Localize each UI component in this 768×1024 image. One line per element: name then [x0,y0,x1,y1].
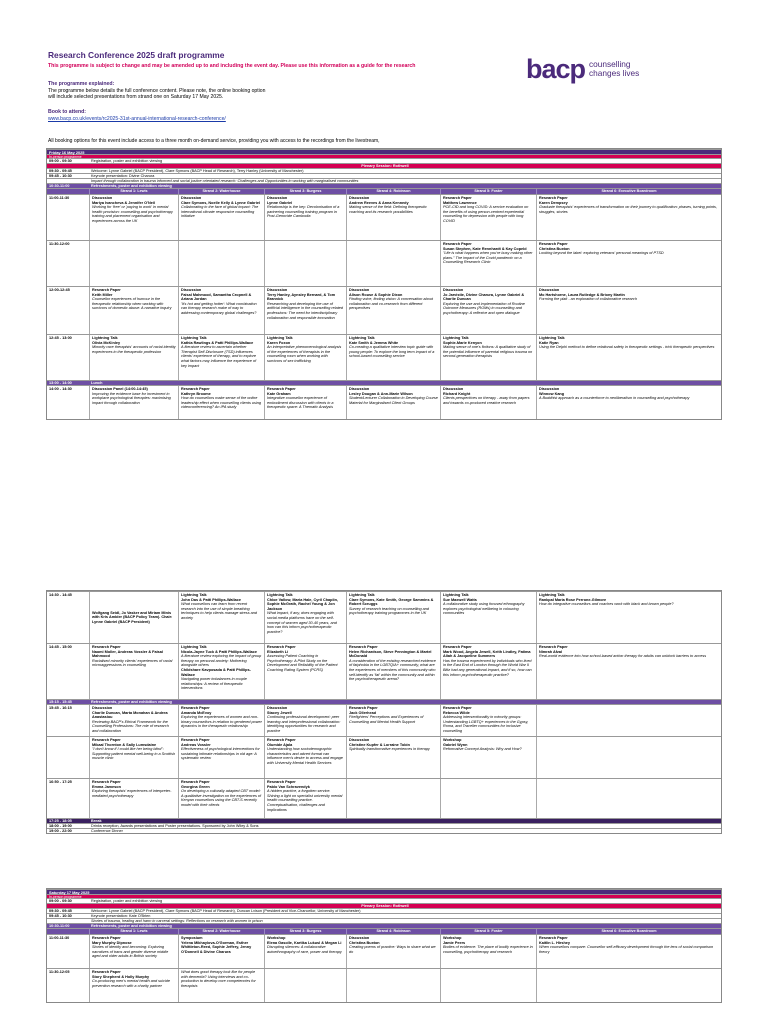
session-time: 11:30-12:05 [49,970,70,975]
session-cell: Research Paper Georgina Green On developing a culturally adapted CBT model: A qualitative investigation on the experiences of Kenyan counsellors using the CBT-S recently model with their clients [178,779,264,818]
session-cell: Lightning Talk Kate Smith & Jemma White Co-creating a qualitative interview topic guide with young people: To explore the long term impact of a school-based counselling service [346,335,440,380]
session-cell: Research Paper Nimrah Afzal Real-world evidence into how school-based action therapy for adults can unblock barriers to access [536,644,721,699]
session-cell: Research Paper Andreas Vossler Effectiveness of psychological interventions for sustaining intimate relationships in old age: A systematic review [178,737,264,778]
logo-tagline-line-2: changes lives [589,68,640,78]
session-cell: Discussion Charlie Duncan, Marta Monahan & Andrea Anastasiou Reviewing BACP's Ethical Framework for the Counselling Professions: The role of research and collaboration [89,705,178,736]
change-warning: This programme is subject to change and may be amended up to and including the event day. Please use this information as a guide for the research [48,63,416,69]
session-cell: Research Paper Kaitlin L. Hirshey When counsellors compare: Counsellor self-efficacy development through the lens of social comparison theory [536,935,721,968]
session-cell-empty [264,969,346,1002]
day-heading: Friday 16 May 2025 [47,149,721,154]
session-cell: Wolfgang Seidl, Jo Vasker and Miriam Minis with Kris Ambler (BACP Policy Team). Chair: Lynne Gabriel (BACP President) [89,592,178,643]
programme-table-day1 [46,148,722,420]
session-cell: Research Paper Emma Jameson Exploring therapists' experiences of interpreter-mediated psychotherapy [89,779,178,818]
day-heading: Saturday 17 May 2025 [47,889,721,894]
session-row [47,385,721,419]
session-row [47,643,721,699]
session-cell: Discussion Mo Hartshorne, Laura Rutledge & Briony Martin Forming the plait - an exploration of collaborative research [536,287,721,334]
strand-header: Strand 1: Lewis [89,189,178,195]
session-cell: What does good therapy look like for people with dementia? Using interviews and co-production to develop core competencies for therapists [178,969,264,1002]
session-cell-empty [89,241,178,286]
strand-header: Strand 4: Robinson [346,189,440,195]
session-cell: Discussion Mariya Ivancheva & Jennifer O'Neil Working for 'free' or 'paying to work' in mental health provision: counselling and psychotherapy training and placement organisation and experiences across the UK [89,195,178,240]
row-time: 09:45 - 10:30 [49,913,72,918]
row-time: 10:30-11:00 [49,183,70,188]
session-cell-empty [264,241,346,286]
session-cell: Lightning Talk Karen Foxon An interpretative phenomenological analysis of the experiences of therapists in the counselling room when working with survivors of sex trafficking [264,335,346,380]
session-cell: Discussion Lesley Dougan & Ann-Marie Wilson Student/Lecturer Collaboration in Developing Course Material for Marginalised Client Groups [346,386,440,419]
session-cell-empty [346,241,440,286]
session-cell-empty [440,779,536,818]
session-cell-empty [346,779,440,818]
document-header [48,50,528,122]
session-time: 11:00-11:30 [49,936,70,941]
session-cell: Research Paper Karen Dempsey Graduate therapists' experiences of transformation on their journey to qualification: phases, turning points, struggles, stories [536,195,721,240]
session-cell: Research Paper Olumide Ajala Understanding how sociodemographic characteristics and advert format can influence men's desire to access and engage with University Mental Health Services [264,737,346,778]
keynote-subtitle: Stories of trauma, healing and harm in carceral settings: Reflections on research with women in prison [47,918,721,923]
session-cell: Research Paper Jack Ollerhead Firefighters' Perceptions and Experiences of Counselling and Mental Health Support [346,705,440,736]
strand-header: Strand 6: Executive Boardroom [536,929,721,935]
row-text: Refreshments, poster and exhibition viewing [91,923,172,928]
schedule-row [47,828,721,833]
row-time: 09:30 - 09:45 [49,168,72,173]
row-time: 09:00 - 09:30 [49,899,72,903]
session-row [47,240,721,286]
session-cell: Lightning Talk Nicola-Jayne Tuck & Patti Phillips-Wallace A literature review exploring the impact of group therapy on personal anxiety: Mothering alongside others Childshare Kavposada & Patti Phillips-Wallace Navigating power imbalances in couple relationships: A review of therapeutic interventions [178,644,264,699]
row-time: 09:45 - 10:30 [49,173,72,178]
session-cell: Research Paper Pablo Van Schravendyk A hidden practice, a forgotten service. Shining a light on specialist university mental health counselling practice. Conceptualisation, challenges and implications [264,779,346,818]
book-heading: Book to attend: [48,108,87,115]
row-time: 09:30 - 09:45 [49,908,72,913]
strand-header: Strand 5: Foster [440,189,536,195]
row-time: 15:15 - 15:45 [49,700,72,704]
keynote-subtitle: Impact through collaboration in trauma informed and social justice orientated research: Challenges and Opportunities in working with marginalised communities [47,178,721,183]
session-cell: Research Paper Susan Stephen, Kate Rennhardt & Kay Copeld "Life is what happens when you're busy making other plans." The impact of the Covid pandemic on a Counselling Research Clinic [440,241,536,286]
session-cell: Discussion Faisal Mahmood, Samantha Cropnell & Ariana Jordan 'It's hot and getting hotter': What combination can therapy research make of way to addressing contemporary global challenges? [178,287,264,334]
row-time: 18:00 - 19:00 [49,823,72,828]
logo-tagline [589,60,639,78]
session-time: 12:45 - 13:00 [49,336,72,341]
session-cell: Research Paper Rebecca Wilde Addressing intersectionality in minority groups: Understanding LGBTQ+ experiences in the Gypsy, Roma, and Traveller communities for inclusive counselling [440,705,536,736]
session-cell: Research Paper Mark Wood, Angela Jewell, Keith Lindley, Fatima Aliah & Jacqueline Summers Has the trauma experienced by individuals who lived in the East End of London through the World War II Blitz had any generational impact, and if so, how can this inform psychotherapeutic practice? [440,644,536,699]
session-cell: Lightning Talk Clare Symons, Kate Smith, George Sammins & Robert Scruggs Survey of research teaching on counselling and psychotherapy training programmes in the UK [346,592,440,643]
session-cell: Discussion Christina Buxton Creating poems of practice: Ways to share what we do [346,935,440,968]
row-time: 10:30-11:00 [49,923,70,928]
strand-header: Strand 3: Burgess [264,189,346,195]
programme-explained-line-2: will include selected presentations from strand one on Saturday 17 May 2025. [48,94,224,101]
row-text: Registration, poster and exhibition viewing [91,899,163,903]
plenary-heading: Plenary Session: Rothwell [47,903,721,908]
strand-header-blank [47,189,89,195]
row-time: 13:00 - 14:00 [49,381,72,386]
session-cell: Lightning Talk Sue Maxwell Watts A collaborative study using focused ethnography explores psychological wellbeing in colouring communities [440,592,536,643]
session-cell: Discussion Jo Jarvistie, Divine Charura, Lynne Gabriel & Charlie Duncan Exploring the use and implementation of Routine Outcome Measures (ROMs) in counselling and psychotherapy: A reflexive and open dialogue [440,287,536,334]
session-time [47,737,89,778]
plenary-heading: Plenary Session: Rothwell [47,163,721,168]
row-time: 17:25 - 18:05 [49,818,72,823]
row-time: 09:00 - 09:30 [49,159,72,163]
session-cell: Research Paper Elizabeth Li Assessing Patient Coaching in Psychotherapy: A Pilot Study on the Development and Reliability of the Patient Coaching Rating System (PCRS) [264,644,346,699]
session-cell: Lightning Talk Olivia McKinley Minority race therapists' accounts of racial identity experiences in the therapeutic profession [89,335,178,380]
session-cell: Research Paper Christina Buxton Looking beyond the label: exploring veterans' personal meanings of PTSD [536,241,721,286]
row-text: Keynote presentation: Kate O'Brien [91,913,151,918]
session-row [47,778,721,818]
session-cell: Discussion Andrew Reeves & Anna Kennedy Making sense of the field: Defining therapeutic coaching and its research possibilities [346,195,440,240]
row-text: Refreshments, poster and exhibition viewing [91,183,172,188]
row-text: Welcome: Lynne Gabriel (BACP President), Clare Symons (BACP Head of Research), Terry Hanley (University of Manchester) [91,168,304,173]
row-text: Welcome: Lynne Gabriel (BACP President), Clare Symons (BACP Head of Research), Duncan Lvison (President and Vice-Chancellor, University of Manchester) [91,908,361,913]
row-text: Keynote presentation: Divine Charura [91,173,155,178]
session-cell: Symposium Yelena Mikhaylova-O'Gorman, Esther Whittleton-Reed, Sophie Jeffery, Jenny O'Donnell & Divine Charura [178,935,264,968]
strand-header-blank [47,929,89,935]
day-subheading: In-person programme [47,154,721,158]
session-cell-empty [536,969,721,1002]
row-time: 19:00 - 22:00 [49,828,72,833]
strand-header: Strand 3: Burgess [264,929,346,935]
session-cell: Lightning Talk Rankpal Maria Rose Perrone-Gilmore How do integrative counsellors and coaches work with black and brown people? [536,592,721,643]
row-text: Drinks reception, Awards presentations and Poster presentations. Sponsored by John Wiley & Sons [91,823,259,828]
session-time: 14:45 - 15:00 [49,645,72,649]
session-cell: Discussion Richard Knight Clients perspectives on therapy - away from papers and towards co-produced creative research [440,386,536,419]
session-cell: Research Paper Keith Miller Counsellor experiences of humour in the therapeutic relationship when working with survivors of domestic abuse: A narrative inquiry [89,287,178,334]
page-title: Research Conference 2025 draft programme [48,50,225,60]
session-row [47,194,721,240]
booking-note: All booking options for this event include access to a three month on-demand service, providing you with access to the recordings from the livestream, [48,138,380,144]
session-cell-empty [440,969,536,1002]
programme-explained-line-1: The programme below details the full conference content. Please note, the online booking option [48,88,266,94]
programme-table-day2 [46,888,722,1003]
session-cell: Research Paper Mary Murphy Dipnose Stories of identity and becoming: Exploring narratives of trans and gender diverse middle aged and older adults in British society [89,935,178,968]
session-row [47,968,721,1002]
session-cell-empty [536,779,721,818]
session-cell: Discussion Winnow Kang A Buddhist approach as a counterforce to neoliberalism in counselling and psychotherapy [536,386,721,419]
session-row [47,934,721,968]
strand-header-row [47,188,721,195]
row-text: Conference Dinner [91,828,123,833]
session-cell-empty [536,737,721,778]
session-cell: Discussion Stacey Jewell Continuing professional development: peer learning and interprofessional collaboration: identifying opportunities for research and practice [264,705,346,736]
logo-word: bacp [526,54,586,84]
session-time: 11:30-12:00 [49,242,70,247]
session-cell: Lightning Talk Katie Ryan Using the Delphi method to define relational safety in therapeutic settings - trick therapeutic perspectives [536,335,721,380]
session-row [47,704,721,736]
session-cell: Research Paper Story Shepherd & Holly Murphy Co-producing men's mental health and suicide prevention research with a charity partner [89,969,178,1002]
session-cell: Discussion Panel (14:00-14:45) Improving the evidence base for investment in workplace psychological therapies: maximising impact through collaboration [89,386,178,419]
strand-header: Strand 1: Lewis [89,929,178,935]
session-cell: Research Paper Naomi Moller, Andreas Vossler & Faisal Mahmood Racialised minority clients' experiences of racial microaggressions in counselling [89,644,178,699]
session-cell: Workshop Gabriel Wynn Reformative Concept Analysis: Why and How? [440,737,536,778]
day-subheading: In-person programme [47,894,721,898]
session-row [47,591,721,643]
session-time: 14:00 - 14:30 [49,387,72,392]
bacp-logo [526,55,654,85]
session-time: 12:00-12:45 [49,288,70,293]
session-cell: Workshop Jamie Peers Bodies of evidence: The place of bodily experience in counselling, psychotherapy and research [440,935,536,968]
row-text: Registration, poster and exhibition viewing [91,159,163,163]
session-time: 16:50 - 17:25 [49,780,72,784]
booking-link[interactable]: www.bacp.co.uk/events/rc2025-31st-annual-international-research-conference/ [48,115,226,122]
strand-header: Strand 5: Foster [440,929,536,935]
session-cell: Discussion Lynne Gabriel Relationship is the key: Decolonisation of a partnering counselling training program in Post-Genocide Cambodia [264,195,346,240]
programme-explained-heading: The programme explained: [48,81,115,87]
logo-tagline-line-1: counselling [589,59,631,69]
programme-table-day1-continued [46,590,722,834]
session-cell: Research Paper Kathryn Broome How do counsellors make sense of the online leadership effect when counselling clients using videoconferencing? An IPA study [178,386,264,419]
session-cell: Discussion Christine Kupfer & Lorraine Tobin Spiritually transformative experiences in therapy [346,737,440,778]
session-cell: Research Paper Amanda McEvoy Exploring the experiences of women and non-binary counsellors in relation to gendered power dynamics in the therapeutic relationship [178,705,264,736]
session-row [47,736,721,778]
strand-header: Strand 2: Waterhouse [178,929,264,935]
session-cell: Discussion Alison Rouse & Sophie Dixon Finding voice, finding vision: A conversation about collaboration and co-research from different perspectives [346,287,440,334]
session-cell: Workshop Elena Gasolle, Kartika Lukusl & Megan Li Disrupting silences: A collaborative autoethnography of race, power and therapy [264,935,346,968]
session-cell: Discussion Terry Hanley, Aynsley Bernard, & Tom Brannick Researching and developing the use of artificial intelligence in the counselling related professions: The need for interdisciplinary collaboration and responsible innovation [264,287,346,334]
strand-header: Strand 4: Robinson [346,929,440,935]
session-cell-empty [178,241,264,286]
session-cell: Research Paper Matthew Lawrence PCE-CfD and long COVID: A service evaluation on the benefits of using person-centred experiential counselling for depression with people with long COVID [440,195,536,240]
session-cell: Discussion Clare Symons, Noelle Kelly & Lynne Gabriel Collaborating in the face of global impact: The international climate responsive counselling initiative [178,195,264,240]
row-text: Refreshments, poster and exhibition viewing [91,700,172,704]
session-cell: Research Paper Mikaal Thornton & Sally Lumsdaine "I don't know if I could like her being blind": Supporting patient mental well-being in a Scottish muscle clinic [89,737,178,778]
session-row [47,286,721,334]
session-cell: Lightning Talk Chloe Vallow, Maria Hale, Cyril Chaplin, Sophie McGrath, Rachel Young & Jon Jackson What impact, if any, does engaging with social media platforms have on the self-concept of women aged 30-40 years, and how can this inform psychotherapeutic practice? [264,592,346,643]
session-cell: Lightning Talk John Das & Patti Phillips-Wallace What counsellors can learn from recent research into the use of simple breathing techniques to help clients manage stress and anxiety [178,592,264,643]
row-text: Break [91,818,102,823]
session-row [47,334,721,380]
session-cell: Research Paper Helen Richardson, Steve Pennington & Martel McDonald A consideration of the existing researched evidence of fatphobia in the LGBTQIA+ community, what are the experiences of members of this community who self-identify as 'fat' within the community and within the psychotherapeutic arena? [346,644,440,699]
session-cell-empty [346,969,440,1002]
session-cell: Lightning Talk Kathia Rawlings & Patti Phillips-Wallace A literature review to ascertain whether Therapist Self-Disclosure (TSD) influences clients' experience of therapy, and to explore what factors may influence the experience of key impact [178,335,264,380]
strand-header-row [47,928,721,935]
strand-header: Strand 6: Executive Boardroom [536,189,721,195]
session-cell-empty [536,705,721,736]
session-time: 11:00-11:30 [49,196,70,201]
session-cell: Lightning Talk Sophie-Marie Kenyon Making sense of one's fictions: A qualitative study of the potential influence of parental religious trauma on second-generation therapists [440,335,536,380]
strand-header: Strand 2: Waterhouse [178,189,264,195]
row-text: Lunch [91,381,103,386]
session-cell: Research Paper Kate Graham Integrative counsellor experience of embodiment discussion with clients in a therapeutic space: A Thematic Analysis [264,386,346,419]
session-time: 15:45 - 16:15 [49,706,72,710]
session-time: 14:30 - 14:45 [49,593,72,597]
